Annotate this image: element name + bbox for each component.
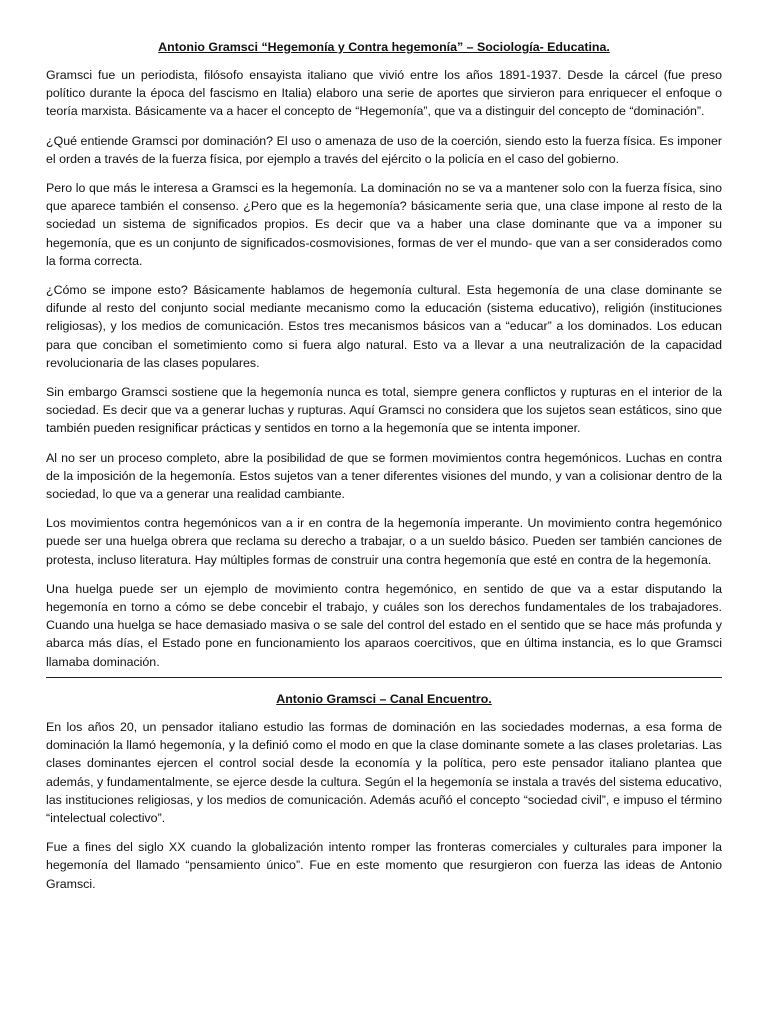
section-1-paragraph-1: Gramsci fue un periodista, filósofo ensayista italiano que vivió entre los años 1891-1937. Desde la cárcel (fue preso político durante la época del fascismo en Italia) elaboro una serie de aportes que sirvieron para enriquecer el enfoque o teoría marxista. Básicamente va a hacer el concepto de “Hegemonía”, que va a distinguir del concepto de “dominación”. xyxy=(46,68,722,119)
section-2-paragraph-1: En los años 20, un pensador italiano estudio las formas de dominación en las sociedades modernas, a esa forma de dominación la llamó hegemonía, y la definió como el modo en que la clase dominante somete a las clases proletarias. Las clases dominantes ejercen el control social desde la economía y la política, pero este pensador italiano plantea que además, y fundamentalmente, se ejerce desde la cultura. Según el la hegemonía se instala a través del sistema educativo, las instituciones religiosas, y los medios de comunicación. Además acuñó el concepto “sociedad civil”, e impuso el término “intelectual colectivo”. xyxy=(46,719,722,825)
section-1-paragraph-3: Pero lo que más le interesa a Gramsci es la hegemonía. La dominación no se va a mantener solo con la fuerza física, sino que aparece también el consenso. ¿Pero que es la hegemonía? básicamente seria que, una clase impone al resto de la sociedad un sistema de significados propios. Es decir que va a haber una clase dominante que va a imponer su hegemonía, que es un conjunto de significados-cosmovisiones, formas de ver el mundo- que van a ser considerados como la forma correcta. xyxy=(46,181,722,268)
section-1-title: Antonio Gramsci “Hegemonía y Contra hegemonía” – Sociología- Educatina. xyxy=(158,40,610,54)
section-2-paragraph-2: Fue a fines del siglo XX cuando la globalización intento romper las fronteras comerciales y culturales para imponer la hegemonía del llamado “pensamiento único”. Fue en este momento que resurgieron con fuerza las ideas de Antonio Gramsci. xyxy=(46,840,722,891)
document-page xyxy=(46,38,722,904)
section-1-paragraph-7: Los movimientos contra hegemónicos van a ir en contra de la hegemonía imperante. Un movimiento contra hegemónico puede ser una huelga obrera que reclama su derecho a trabajar, o a un sueldo básico. Pueden ser también canciones de protesta, incluso literatura. Hay múltiples formas de construir una contra hegemonía que esté en contra de la hegemonía. xyxy=(46,516,722,567)
section-2-title: Antonio Gramsci – Canal Encuentro. xyxy=(276,691,492,706)
section-1-paragraph-4: ¿Cómo se impone esto? Básicamente hablamos de hegemonía cultural. Esta hegemonía de una clase dominante se difunde al resto del conjunto social mediante mecanismo como la educación (sistema educativo), religión (instituciones religiosas), y los medios de comunicación. Estos tres mecanismos básicos van a “educar” a los dominados. Los educan para que conciban el sometimiento como si fuera algo natural. Esto va a llevar a una neutralización de la capacidad revolucionaria de las clases populares. xyxy=(46,283,722,370)
section-1-paragraph-8: Una huelga puede ser un ejemplo de movimiento contra hegemónico, en sentido de que va a estar disputando la hegemonía en torno a cómo se debe concebir el trabajo, y cuáles son los derechos fundamentales de los trabajadores. Cuando una huelga se hace demasiado masiva o se sale del control del estado en el sentido que se hace más profunda y abarca más días, el Estado pone en funcionamiento los aparaos coercitivos, que en última instancia, es lo que Gramsci llamaba dominación. xyxy=(46,581,722,669)
section-1-paragraph-2: ¿Qué entiende Gramsci por dominación? El uso o amenaza de uso de la coerción, siendo esto la fuerza física. Es imponer el orden a través de la fuerza física, por ejemplo a través del ejército o la policía en el caso del gobierno. xyxy=(46,133,722,166)
section-1-paragraph-5: Sin embargo Gramsci sostiene que la hegemonía nunca es total, siempre genera conflictos y rupturas en el interior de la sociedad. Es decir que va a generar luchas y rupturas. Aquí Gramsci no considera que los sujetos sean estáticos, sino que también pueden resignificar prácticas y sentidos en torno a la hegemonía que se intenta imponer. xyxy=(46,385,722,436)
section-divider xyxy=(46,677,722,678)
section-1-paragraph-6: Al no ser un proceso completo, abre la posibilidad de que se formen movimientos contra hegemónicos. Luchas en contra de la imposición de la hegemonía. Estos sujetos van a tener diferentes visiones del mundo, y van a colisionar dentro de la sociedad, lo que va a generar una realidad cambiante. xyxy=(46,450,722,502)
